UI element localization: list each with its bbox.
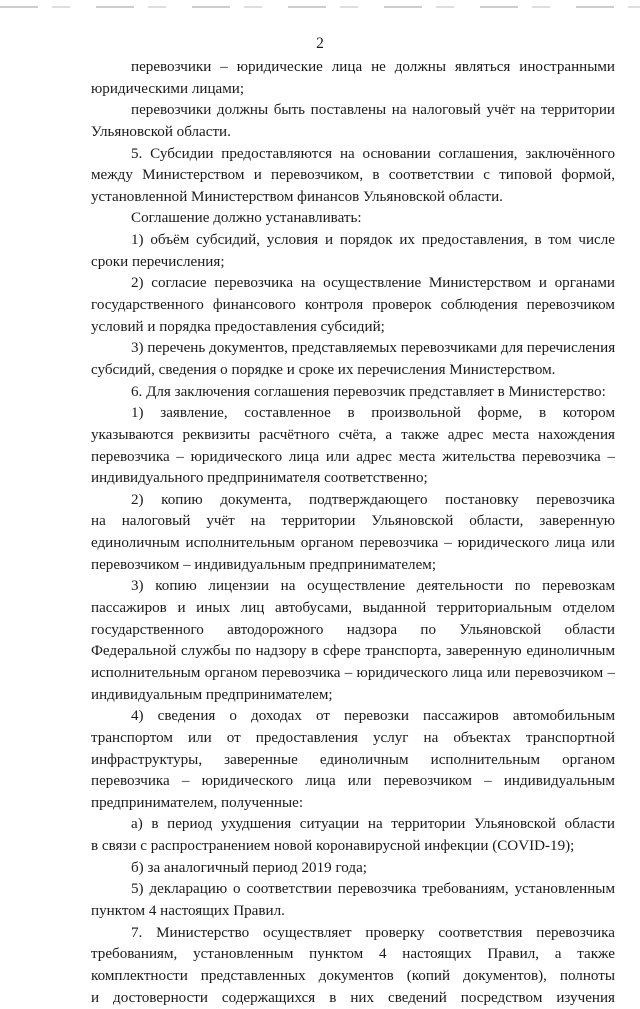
text-line: индивидуальным предпринимателем;	[91, 686, 333, 703]
document-body	[91, 57, 615, 1009]
text-line: 2) согласие перевозчика на осуществление Министерством и органами	[131, 275, 615, 292]
scan-edge-artifact	[0, 6, 640, 8]
text-line: 3) перечень документов, представляемых перевозчиками для перечисления	[131, 340, 616, 357]
text-line: пассажиров и иных лиц автобусами, выданной территориальным отделом	[91, 600, 615, 617]
text-line: исполнительным органом перевозчика – юридического лица или перевозчиком –	[91, 664, 615, 681]
text-line: перевозчиком – индивидуальным предпринимателем;	[91, 556, 437, 573]
text-line: на налоговый учёт на территории Ульяновской области, заверенную	[91, 513, 615, 530]
text-line: 1) объём субсидий, условия и порядок их предоставления, в том числе	[131, 232, 615, 249]
text-line: установленной Министерством финансов Ульяновской области.	[91, 188, 503, 205]
text-line: пунктом 4 настоящих Правил.	[91, 902, 285, 919]
text-line: в связи с распространением новой коронавирусной инфекции (COVID-19);	[91, 838, 575, 855]
text-line: Ульяновской области.	[91, 123, 231, 140]
text-line: 5) декларацию о соответствии перевозчика требованиям, установленным	[131, 881, 615, 898]
text-line: 5. Субсидии предоставляются на основании соглашения, заключённого	[131, 145, 615, 162]
text-line: юридическими лицами;	[91, 80, 245, 97]
text-line: предпринимателем, полученные:	[91, 794, 304, 811]
text-line: государственного автодорожного надзора по Ульяновской области	[91, 621, 615, 638]
text-line: 4) сведения о доходах от перевозки пассажиров автомобильным	[131, 708, 615, 725]
text-line: сроки перечисления;	[91, 253, 225, 270]
text-line: условий и порядка предоставления субсидий;	[91, 318, 385, 335]
text-line: 7. Министерство осуществляет проверку соответствия перевозчика	[131, 924, 615, 941]
text-line: б) за аналогичный период 2019 года;	[131, 859, 367, 876]
text-line: перевозчика – юридического лица или адрес места жительства перевозчика –	[91, 448, 615, 465]
text-line: и достоверности содержащихся в них сведений посредством изучения	[91, 989, 615, 1006]
text-line: субсидий, сведения о порядке и сроке их перечисления Министерством.	[91, 361, 556, 378]
page-number: 2	[316, 35, 324, 52]
text-line: а) в период ухудшения ситуации на территории Ульяновской области	[131, 816, 615, 833]
text-line: государственного финансового контроля проверок соблюдения перевозчиком	[91, 297, 615, 314]
text-line: требованиям, установленным пунктом 4 настоящих Правил, а также	[91, 946, 615, 963]
text-line: транспортом или от предоставления услуг на объектах транспортной	[91, 729, 615, 746]
text-line: перевозчика – юридического лица или перевозчиком – индивидуальным	[91, 773, 615, 790]
text-line: 6. Для заключения соглашения перевозчик представляет в Министерство:	[131, 383, 606, 400]
text-line: комплектности представленных документов (копий документов), полноты	[91, 967, 615, 984]
text-line: 1) заявление, составленное в произвольной форме, в котором	[131, 405, 615, 422]
text-line: инфраструктуры, заверенные единоличным исполнительным органом	[91, 751, 615, 768]
text-line: 2) копию документа, подтверждающего постановку перевозчика	[131, 491, 615, 508]
text-line: индивидуального предпринимателя соответственно;	[91, 470, 428, 487]
text-line: перевозчики должны быть поставлены на налоговый учёт на территории	[131, 102, 615, 119]
text-line: Федеральной службы по надзору в сфере транспорта, заверенную единоличным	[91, 643, 615, 660]
text-line: указываются реквизиты расчётного счёта, а также адрес места нахождения	[91, 426, 615, 443]
text-line: перевозчики – юридические лица не должны являться иностранными	[131, 59, 615, 75]
text-line: единоличным исполнительным органом перевозчика – юридического лица или	[91, 535, 615, 552]
text-line: Соглашение должно устанавливать:	[131, 210, 362, 227]
text-line: 3) копию лицензии на осуществление деятельности по перевозкам	[131, 578, 615, 595]
text-line: между Министерством и перевозчиком, в соответствии с типовой формой,	[91, 167, 615, 184]
